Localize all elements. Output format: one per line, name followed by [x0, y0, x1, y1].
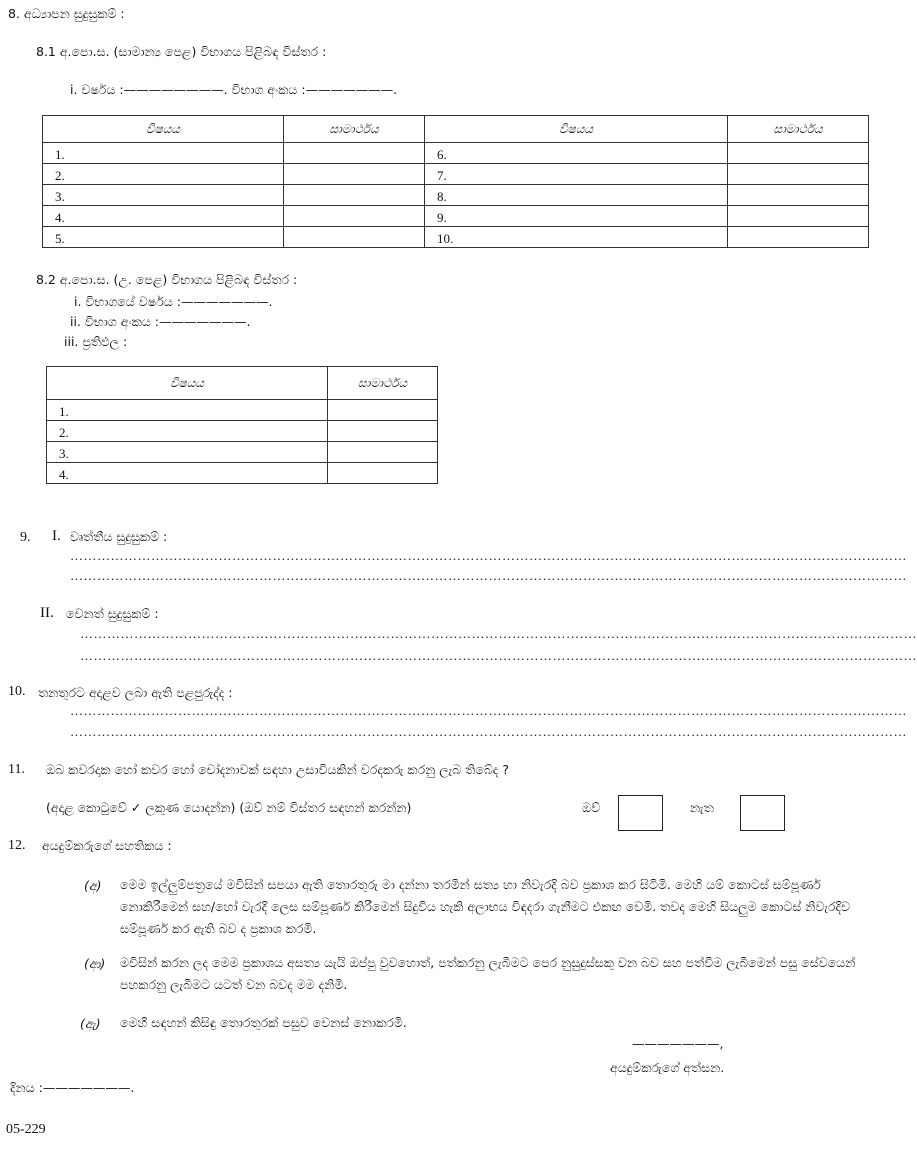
signature-line[interactable]: ———————, [632, 1036, 724, 1051]
clause-aa-marker: (ආ) [84, 956, 106, 971]
row-number: 4. [43, 206, 284, 227]
clause-ae-text: මෙහි සඳහන් කිසිඳු තොරතුරක් පසුව වෙනස් නොකරමි. [120, 1015, 407, 1030]
row-number: 1. [47, 400, 328, 421]
dotted-fill-line[interactable]: …………………………………………………………………………………………………………………………………………………………………… [70, 724, 907, 739]
tick-instruction: (අදාළ කොටුවේ ✓ ලකුණ යොදන්න) (ඔව් නම් විස්තර සඳහන් කරන්න) [46, 800, 412, 815]
header-grade: සාමාර්ථය [328, 367, 438, 400]
grade-cell[interactable] [728, 185, 869, 206]
header-grade: සාමාර්ථය [284, 116, 425, 143]
section-9-I-number: I. [52, 528, 61, 544]
header-subject: විෂයය [47, 367, 328, 400]
row-number: 3. [47, 442, 328, 463]
grade-cell[interactable] [328, 463, 438, 484]
section-10-number: 10. [8, 684, 26, 699]
row-number: 5. [43, 227, 284, 248]
row-number: 8. [425, 185, 728, 206]
ol-results-table [42, 115, 869, 248]
grade-cell[interactable] [328, 442, 438, 463]
declaration-label: අයදුම්කරුගේ සහතිකය : [42, 838, 172, 853]
signature-label: අයදුම්කරුගේ අත්සන. [610, 1060, 725, 1075]
grade-cell[interactable] [284, 164, 425, 185]
dotted-fill-line[interactable]: …………………………………………………………………………………………………………………………………………………………………… [70, 703, 907, 718]
table-row [47, 400, 438, 421]
grade-cell[interactable] [728, 227, 869, 248]
grade-cell[interactable] [328, 400, 438, 421]
dotted-fill-line[interactable]: …………………………………………………………………………………………………………………………………………………………………… [80, 626, 917, 641]
row-number: 10. [425, 227, 728, 248]
grade-cell[interactable] [728, 164, 869, 185]
row-number: 7. [425, 164, 728, 185]
table-row [47, 442, 438, 463]
row-number: 9. [425, 206, 728, 227]
al-results-label: iii. ප්‍රතිඵල : [64, 334, 128, 349]
grade-cell[interactable] [328, 421, 438, 442]
table-row [43, 185, 869, 206]
experience-label: තනතුරට අදාළව ලබා ඇති පළපුරුද්ද : [38, 685, 233, 700]
no-label: නැත [690, 800, 714, 815]
table-row [43, 164, 869, 185]
dotted-fill-line[interactable]: …………………………………………………………………………………………………………………………………………………………………… [80, 648, 917, 663]
header-grade: සාමාර්ථය [728, 116, 869, 143]
grade-cell[interactable] [284, 143, 425, 164]
header-subject: විෂයය [43, 116, 284, 143]
section-12-number: 12. [8, 838, 26, 853]
grade-cell[interactable] [284, 206, 425, 227]
clause-aa-text: මවිසින් කරන ලද මෙම ප්‍රකාශය අසත්‍ය යැයි ඔප්පු වුවහොත්, පත්කරනු ලැබීමට පෙර නුසුදුස්සකු වන බව සහ පත්වීම ලැබීමෙන් පසු සේවයෙන් පහකරනු ලැබීමට යටත් වන බවද මම දනිමි. [120, 955, 856, 992]
professional-qualifications-label: වෘත්තීය සුදුසුකම් : [70, 529, 168, 544]
table-row [43, 206, 869, 227]
footer-code: 05-229 [6, 1122, 46, 1137]
clause-ae-marker: (ඇ) [80, 1016, 101, 1031]
row-number: 4. [47, 463, 328, 484]
section-8-2-title: 8.2 අ.පො.ස. (උ. පෙළ) විභාගය පිළිබඳ විස්තර : [36, 272, 298, 287]
section-8-heading: 8. අධ්‍යාපන සුදුසුකම් : [8, 6, 125, 21]
al-exam-number-line: ii. විභාග අංකය :———————. [70, 314, 251, 329]
al-exam-year-line: i. විභාගයේ වර්ෂය :———————. [74, 294, 273, 309]
row-number: 3. [43, 185, 284, 206]
grade-cell[interactable] [284, 227, 425, 248]
table-row [47, 463, 438, 484]
yes-checkbox[interactable] [618, 795, 663, 831]
header-subject: විෂයය [425, 116, 728, 143]
row-number: 2. [43, 164, 284, 185]
clause-a-marker: (අ) [84, 878, 102, 893]
section-9-II-number: II. [40, 605, 54, 621]
dotted-fill-line[interactable]: …………………………………………………………………………………………………………………………………………………………………… [70, 548, 907, 563]
grade-cell[interactable] [728, 206, 869, 227]
dotted-fill-line[interactable]: …………………………………………………………………………………………………………………………………………………………………… [70, 568, 907, 583]
table-header-row [43, 116, 869, 143]
row-number: 6. [425, 143, 728, 164]
no-checkbox[interactable] [740, 795, 785, 831]
section-9-number: 9. [20, 530, 31, 545]
row-number: 1. [43, 143, 284, 164]
table-row [43, 143, 869, 164]
section-11-number: 11. [8, 762, 25, 777]
table-row [47, 421, 438, 442]
section-8-1-title: 8.1 අ.පො.ස. (සාමාන්‍ය පෙළ) විභාගය පිළිබඳ විස්තර : [36, 44, 327, 59]
conviction-question: ඔබ කවරදාක හෝ කවර හෝ චෝදනාවක් සඳහා උසාවියකින් වරදකරු කරනු ලැබ තිබේද ? [46, 762, 509, 777]
row-number: 2. [47, 421, 328, 442]
yes-label: ඔව් [582, 800, 601, 815]
table-header-row [47, 367, 438, 400]
table-row [43, 227, 869, 248]
date-line[interactable]: දිනය :———————. [10, 1080, 135, 1095]
clause-a-text: මෙම ඉල්ලුම්පත්‍රයේ මවිසින් සපයා ඇති තොරතුරු මා දන්නා තරමින් සත්‍ය හා නිවැරදි බව ප්‍රකාශ කර සිටිමි. මෙහි යම් කොටස් සම්පූර්ණ නොකිරීමෙන් සහ/හෝ වැරදි ලෙස සම්පූර්ණ කිරීමෙන් සිදුවිය හැකි අලාභය විඳදරා ගැනීමට එකඟ වෙමි. තවද මෙහි සියලුම කොටස් නිවැරදිව සම්පූර්ණ කර ඇති බව ද ප්‍රකාශ කරමි. [120, 877, 851, 936]
section-8-1-year-exam-line: i. වර්ෂය :————————. විභාග අංකය :———————. [70, 82, 398, 97]
al-results-table [46, 366, 438, 484]
grade-cell[interactable] [284, 185, 425, 206]
grade-cell[interactable] [728, 143, 869, 164]
other-qualifications-label: වෙනත් සුදුසුකම් : [66, 606, 159, 621]
